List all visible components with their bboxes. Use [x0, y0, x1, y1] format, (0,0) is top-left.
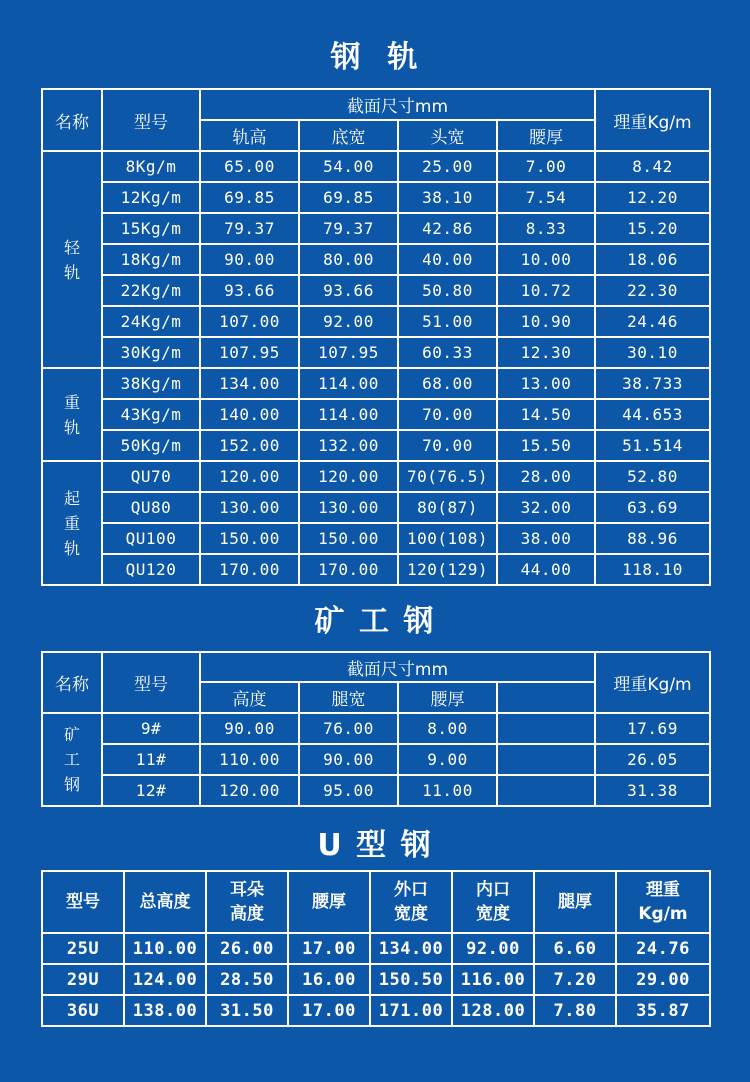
value-cell: 93.66	[200, 275, 299, 306]
value-cell: 76.00	[299, 713, 398, 744]
header-sub-1: 腿宽	[299, 682, 398, 713]
value-cell: 150.00	[200, 523, 299, 554]
model-cell: 38Kg/m	[102, 368, 200, 399]
model-cell: 25U	[42, 933, 124, 964]
header-name: 名称	[42, 652, 102, 713]
table-row	[42, 523, 710, 554]
value-cell: 40.00	[398, 244, 497, 275]
value-cell: 110.00	[124, 933, 206, 964]
value-cell: 80(87)	[398, 492, 497, 523]
weight-cell: 15.20	[595, 213, 710, 244]
value-cell	[497, 744, 595, 775]
value-cell: 107.95	[200, 337, 299, 368]
weight-cell: 24.46	[595, 306, 710, 337]
value-cell: 100(108)	[398, 523, 497, 554]
model-cell: QU80	[102, 492, 200, 523]
group-label: 矿 工 钢	[42, 713, 102, 806]
value-cell: 60.33	[398, 337, 497, 368]
model-cell: 22Kg/m	[102, 275, 200, 306]
weight-cell: 31.38	[595, 775, 710, 806]
table-row	[42, 151, 710, 182]
weight-cell: 17.69	[595, 713, 710, 744]
group-label: 起 重 轨	[42, 461, 102, 585]
model-cell: 50Kg/m	[102, 430, 200, 461]
value-cell: 38.00	[497, 523, 595, 554]
model-cell: 11#	[102, 744, 200, 775]
table-row	[42, 554, 710, 585]
value-cell: 7.00	[497, 151, 595, 182]
value-cell: 150.00	[299, 523, 398, 554]
header-name: 名称	[42, 89, 102, 151]
value-cell: 13.00	[497, 368, 595, 399]
u-steel-spec-table	[41, 870, 711, 1027]
value-cell: 28.50	[206, 964, 288, 995]
value-cell: 25.00	[398, 151, 497, 182]
value-cell: 79.37	[299, 213, 398, 244]
value-cell: 90.00	[299, 744, 398, 775]
section-title-mine-steel: 矿 工 钢	[314, 604, 436, 639]
value-cell: 69.85	[299, 182, 398, 213]
weight-cell: 118.10	[595, 554, 710, 585]
group-label: 重 轨	[42, 368, 102, 461]
value-cell: 95.00	[299, 775, 398, 806]
value-cell: 9.00	[398, 744, 497, 775]
header-line: 腰厚	[312, 892, 346, 912]
weight-cell: 52.80	[595, 461, 710, 492]
value-cell: 152.00	[200, 430, 299, 461]
header-section-size: 截面尺寸mm	[200, 652, 595, 682]
value-cell: 79.37	[200, 213, 299, 244]
header-sub-2: 腰厚	[398, 682, 497, 713]
header-weight: 理重Kg/m	[595, 652, 710, 713]
table-row	[42, 492, 710, 523]
model-cell: QU100	[102, 523, 200, 554]
weight-cell: 88.96	[595, 523, 710, 554]
header-line: Kg/m	[638, 904, 688, 924]
header-sub-0: 高度	[200, 682, 299, 713]
value-cell: 114.00	[299, 368, 398, 399]
value-cell: 170.00	[200, 554, 299, 585]
header-cell	[42, 871, 124, 933]
value-cell: 68.00	[398, 368, 497, 399]
value-cell: 10.00	[497, 244, 595, 275]
value-cell: 8.33	[497, 213, 595, 244]
header-cell	[288, 871, 370, 933]
value-cell	[497, 713, 595, 744]
section-title-rail: 钢 轨	[330, 40, 420, 75]
value-cell: 7.80	[534, 995, 616, 1026]
table-row	[42, 744, 710, 775]
model-cell: 24Kg/m	[102, 306, 200, 337]
value-cell: 16.00	[288, 964, 370, 995]
value-cell: 90.00	[200, 713, 299, 744]
weight-cell: 12.20	[595, 182, 710, 213]
header-cell	[206, 871, 288, 933]
value-cell: 65.00	[200, 151, 299, 182]
value-cell: 110.00	[200, 744, 299, 775]
value-cell: 116.00	[452, 964, 534, 995]
header-line: 总高度	[139, 892, 191, 912]
weight-cell: 51.514	[595, 430, 710, 461]
value-cell: 93.66	[299, 275, 398, 306]
header-model: 型号	[102, 89, 200, 151]
value-cell: 31.50	[206, 995, 288, 1026]
model-cell: 30Kg/m	[102, 337, 200, 368]
rail-spec-table	[41, 88, 711, 586]
header-line: 宽度	[476, 904, 510, 924]
model-cell: 9#	[102, 713, 200, 744]
weight-cell: 30.10	[595, 337, 710, 368]
model-cell: 8Kg/m	[102, 151, 200, 182]
table-row	[42, 213, 710, 244]
section-title-u-steel: U 型 钢	[317, 828, 433, 863]
value-cell: 92.00	[299, 306, 398, 337]
value-cell: 70(76.5)	[398, 461, 497, 492]
table-row	[42, 964, 710, 995]
header-weight: 理重Kg/m	[595, 89, 710, 151]
value-cell: 15.50	[497, 430, 595, 461]
table-row	[42, 275, 710, 306]
value-cell: 120.00	[200, 775, 299, 806]
header-sub-1: 底宽	[299, 120, 398, 151]
value-cell: 107.95	[299, 337, 398, 368]
header-line: 外口	[394, 880, 428, 900]
value-cell: 114.00	[299, 399, 398, 430]
value-cell: 120(129)	[398, 554, 497, 585]
header-line: 理重	[646, 880, 680, 900]
model-cell: 12#	[102, 775, 200, 806]
value-cell: 138.00	[124, 995, 206, 1026]
group-label: 轻 轨	[42, 151, 102, 368]
value-cell: 92.00	[452, 933, 534, 964]
model-cell: QU70	[102, 461, 200, 492]
header-line: 宽度	[394, 904, 428, 924]
header-sub-3	[497, 682, 595, 713]
value-cell: 29.00	[616, 964, 710, 995]
header-line: 高度	[230, 904, 264, 924]
value-cell: 69.85	[200, 182, 299, 213]
value-cell: 90.00	[200, 244, 299, 275]
header-line: 腿厚	[558, 892, 592, 912]
value-cell: 10.72	[497, 275, 595, 306]
header-cell	[370, 871, 452, 933]
header-section-size: 截面尺寸mm	[200, 89, 595, 120]
table-row	[42, 399, 710, 430]
value-cell: 8.00	[398, 713, 497, 744]
value-cell: 38.10	[398, 182, 497, 213]
header-cell	[534, 871, 616, 933]
table-row	[42, 337, 710, 368]
value-cell: 32.00	[497, 492, 595, 523]
value-cell: 134.00	[370, 933, 452, 964]
model-cell: QU120	[102, 554, 200, 585]
value-cell: 7.54	[497, 182, 595, 213]
model-cell: 12Kg/m	[102, 182, 200, 213]
model-cell: 18Kg/m	[102, 244, 200, 275]
header-line: 耳朵	[230, 880, 264, 900]
value-cell: 44.00	[497, 554, 595, 585]
header-model: 型号	[102, 652, 200, 713]
mine-steel-spec-table	[41, 651, 711, 807]
table-row	[42, 775, 710, 806]
value-cell: 26.00	[206, 933, 288, 964]
value-cell: 35.87	[616, 995, 710, 1026]
weight-cell: 22.30	[595, 275, 710, 306]
value-cell: 70.00	[398, 430, 497, 461]
value-cell: 107.00	[200, 306, 299, 337]
table-row	[42, 713, 710, 744]
header-sub-0: 轨高	[200, 120, 299, 151]
table-row	[42, 306, 710, 337]
value-cell: 54.00	[299, 151, 398, 182]
value-cell: 17.00	[288, 933, 370, 964]
value-cell: 130.00	[200, 492, 299, 523]
value-cell: 17.00	[288, 995, 370, 1026]
value-cell: 12.30	[497, 337, 595, 368]
value-cell: 171.00	[370, 995, 452, 1026]
value-cell: 80.00	[299, 244, 398, 275]
value-cell: 120.00	[200, 461, 299, 492]
model-cell: 29U	[42, 964, 124, 995]
value-cell: 120.00	[299, 461, 398, 492]
value-cell: 51.00	[398, 306, 497, 337]
table-row	[42, 368, 710, 399]
value-cell: 24.76	[616, 933, 710, 964]
model-cell: 15Kg/m	[102, 213, 200, 244]
table-row	[42, 933, 710, 964]
weight-cell: 63.69	[595, 492, 710, 523]
header-cell	[616, 871, 710, 933]
value-cell: 150.50	[370, 964, 452, 995]
value-cell: 170.00	[299, 554, 398, 585]
value-cell: 130.00	[299, 492, 398, 523]
weight-cell: 38.733	[595, 368, 710, 399]
weight-cell: 44.653	[595, 399, 710, 430]
value-cell: 132.00	[299, 430, 398, 461]
value-cell: 70.00	[398, 399, 497, 430]
value-cell	[497, 775, 595, 806]
table-row	[42, 182, 710, 213]
value-cell: 124.00	[124, 964, 206, 995]
weight-cell: 18.06	[595, 244, 710, 275]
value-cell: 14.50	[497, 399, 595, 430]
table-row	[42, 430, 710, 461]
value-cell: 10.90	[497, 306, 595, 337]
header-sub-3: 腰厚	[497, 120, 595, 151]
table-row	[42, 244, 710, 275]
value-cell: 6.60	[534, 933, 616, 964]
header-cell	[452, 871, 534, 933]
model-cell: 36U	[42, 995, 124, 1026]
value-cell: 28.00	[497, 461, 595, 492]
header-cell	[124, 871, 206, 933]
value-cell: 140.00	[200, 399, 299, 430]
value-cell: 134.00	[200, 368, 299, 399]
weight-cell: 8.42	[595, 151, 710, 182]
header-line: 型号	[66, 892, 100, 912]
model-cell: 43Kg/m	[102, 399, 200, 430]
weight-cell: 26.05	[595, 744, 710, 775]
value-cell: 50.80	[398, 275, 497, 306]
value-cell: 128.00	[452, 995, 534, 1026]
table-row	[42, 461, 710, 492]
value-cell: 42.86	[398, 213, 497, 244]
value-cell: 11.00	[398, 775, 497, 806]
table-row	[42, 995, 710, 1026]
header-sub-2: 头宽	[398, 120, 497, 151]
header-line: 内口	[476, 880, 510, 900]
value-cell: 7.20	[534, 964, 616, 995]
